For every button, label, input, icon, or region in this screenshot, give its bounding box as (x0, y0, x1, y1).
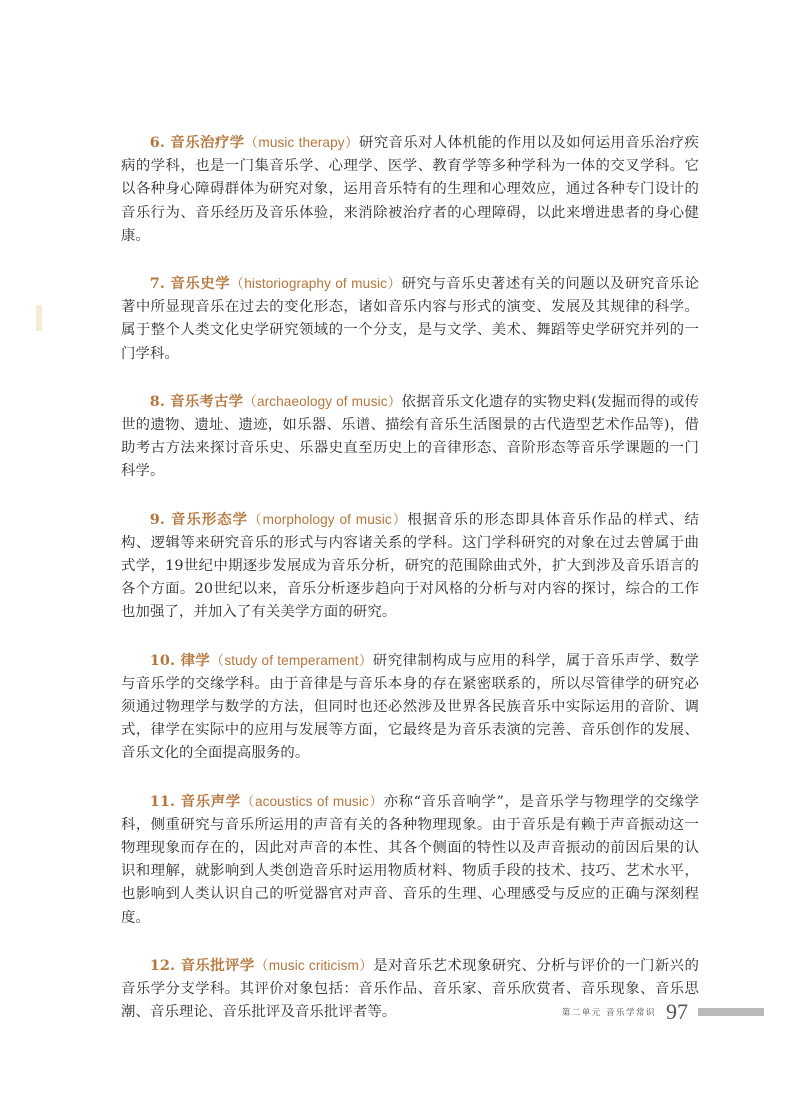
entry-music-therapy (121, 131, 699, 248)
entry-body: 是对音乐艺术现象研究、分析与评价的一门新兴的音乐学分支学科。其评价对象包括：音乐作品、音乐家、音乐欣赏者、音乐现象、音乐思潮、音乐理论、音乐批评及音乐批评者等。 (121, 957, 699, 1021)
entry-archaeology (121, 390, 699, 484)
entry-morphology (121, 508, 699, 625)
entry-title: 11. 音乐声学 (149, 792, 241, 810)
entry-acoustics (121, 790, 699, 930)
entry-body: 根据音乐的形态即具体音乐作品的样式、结构、逻辑等来研究音乐的形式与内容诸关系的学科。这门学科研究的对象在过去曾属于曲式学，19世纪中期逐步发展成为音乐分析，研究的范围除曲式外，扩大到涉及音乐语言的各个方面。20世纪以来，音乐分析逐步趋向于对风格的分析与对内容的探讨，综合的工作也加强了，并加入了有关美学方面的研究。 (121, 511, 699, 621)
entry-english-term: （archaeology of music） (243, 393, 402, 409)
entry-historiography (121, 272, 699, 366)
entry-title: 6. 音乐治疗学 (149, 134, 245, 151)
entry-body: 亦称“音乐音响学”，是音乐学与物理学的交缘学科，侧重研究与音乐所运用的声音有关的各种物理现象。由于音乐是有赖于声音振动这一物理现象而存在的，因此对声音的本性、其各个侧面的特性以及声音振动的前因后果的认识和理解，就影响到人类创造音乐时运用物质材料、物质手段的技术、技巧、艺术水平，也影响到人类认识自己的听觉器官对声音、音乐的生理、心理感受与反应的正确与深刻程度。 (121, 793, 699, 926)
entry-title: 7. 音乐史学 (149, 275, 231, 293)
entry-paragraph (121, 508, 699, 625)
entry-title: 9. 音乐形态学 (149, 510, 249, 528)
entry-paragraph (121, 131, 699, 248)
entry-body: 研究律制构成与应用的科学，属于音乐声学、数学与音乐学的交缘学科。由于音律是与音乐本身的存在紧密联系的，所以尽管律学的研究必须通过物理学与数学的方法，但同时也还必然涉及世界各民族音乐中实际运用的音阶、调式，律学在实际中的应用与发展等方面，它最终是为音乐表演的完善、音乐创作的发展、音乐文化的全面提高服务的。 (121, 652, 700, 762)
entry-body: 研究与音乐史著述有关的问题以及研究音乐论著中所显现音乐在过去的变化形态，诸如音乐内容与形式的演变、发展及其规律的科学。属于整个人类文化史学研究领域的一个分支，是与文学、美术、舞蹈等史学研究并列的一门学科。 (121, 276, 699, 362)
page-edge-mark (36, 305, 42, 331)
unit-label: 第二单元 音乐学常识 (561, 1008, 656, 1018)
entry-english-term: （study of temperament） (210, 652, 373, 668)
entry-english-term: （historiography of music） (230, 276, 402, 292)
entry-paragraph (121, 390, 699, 484)
entry-paragraph (121, 272, 699, 366)
footer-bar (698, 1008, 764, 1016)
page-footer (562, 1000, 764, 1024)
entry-paragraph (121, 649, 699, 766)
entry-title: 8. 音乐考古学 (149, 392, 244, 410)
entry-title: 12. 音乐批评学 (149, 956, 255, 974)
entry-english-term: （acoustics of music） (240, 793, 384, 809)
entry-paragraph (121, 790, 699, 930)
entry-title: 10. 律学 (149, 651, 211, 669)
entry-english-term: （morphology of music） (248, 511, 408, 527)
entry-list (121, 131, 699, 1049)
entry-english-term: （music criticism） (254, 957, 374, 973)
entry-body: 研究音乐对人体机能的作用以及如何运用音乐治疗疾病的学科，也是一门集音乐学、心理学、医学、教育学等多种学科为一体的交叉学科。它以各种身心障碍群体为研究对象，运用音乐特有的生理和心理效应，通过各种专门设计的音乐行为、音乐经历及音乐体验，来消除被治疗者的心理障碍，以此来增进患者的身心健康。 (121, 135, 699, 244)
entry-body: 依据音乐文化遗存的实物史料(发掘而得的或传世的遗物、遗址、遗迹，如乐器、乐谱、描绘有音乐生活图景的古代造型艺术作品等)，借助考古方法来探讨音乐史、乐器史直至历史上的音律形态、音阶形态等音乐学课题的一门科学。 (121, 393, 699, 480)
entry-temperament (121, 649, 699, 766)
page-number: 97 (666, 999, 688, 1024)
entry-english-term: （music therapy） (244, 135, 359, 150)
